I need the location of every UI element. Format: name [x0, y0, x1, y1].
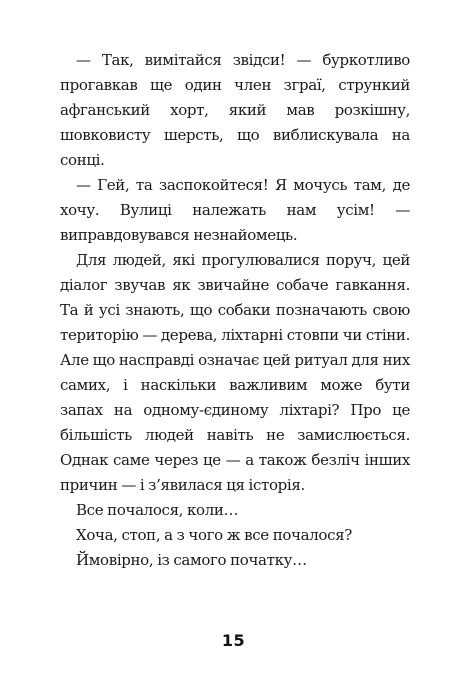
paragraph-3: Для людей, які прогулювалися поруч, цей діалог звучав як звичайне собаче гавкання. Та й усі знають, що собаки позначають свою територію — дерева, ліхтарні стовпи чи стіни. Але що насправді означає цей ритуал для них самих, і наскільки важливим може бути запах на одному-єдиному ліхтарі? Про це більшість людей навіть не замислюється. Однак саме через це — а також безліч інших причин — і з’явилася ця історія. — [60, 251, 410, 494]
page-body-text — [60, 48, 410, 573]
page-number: 15 — [221, 631, 246, 650]
paragraph-5: Хоча, стоп, а з чого ж все почалося? — [76, 526, 352, 544]
paragraph-1: — Так, вимітайся звідси! — буркотливо прогавкав ще один член зграї, стрункий афганський хорт, який мав розкішну, шовковисту шерсть, що виблискувала на сонці. — [60, 51, 410, 169]
paragraph-6: Ймовірно, із самого початку… — [76, 551, 307, 569]
paragraph-4: Все почалося, коли… — [76, 501, 239, 519]
paragraph-2: — Гей, та заспокойтеся! Я мочусь там, де хочу. Вулиці належать нам усім! — виправдовувався незнайомець. — [60, 176, 410, 244]
